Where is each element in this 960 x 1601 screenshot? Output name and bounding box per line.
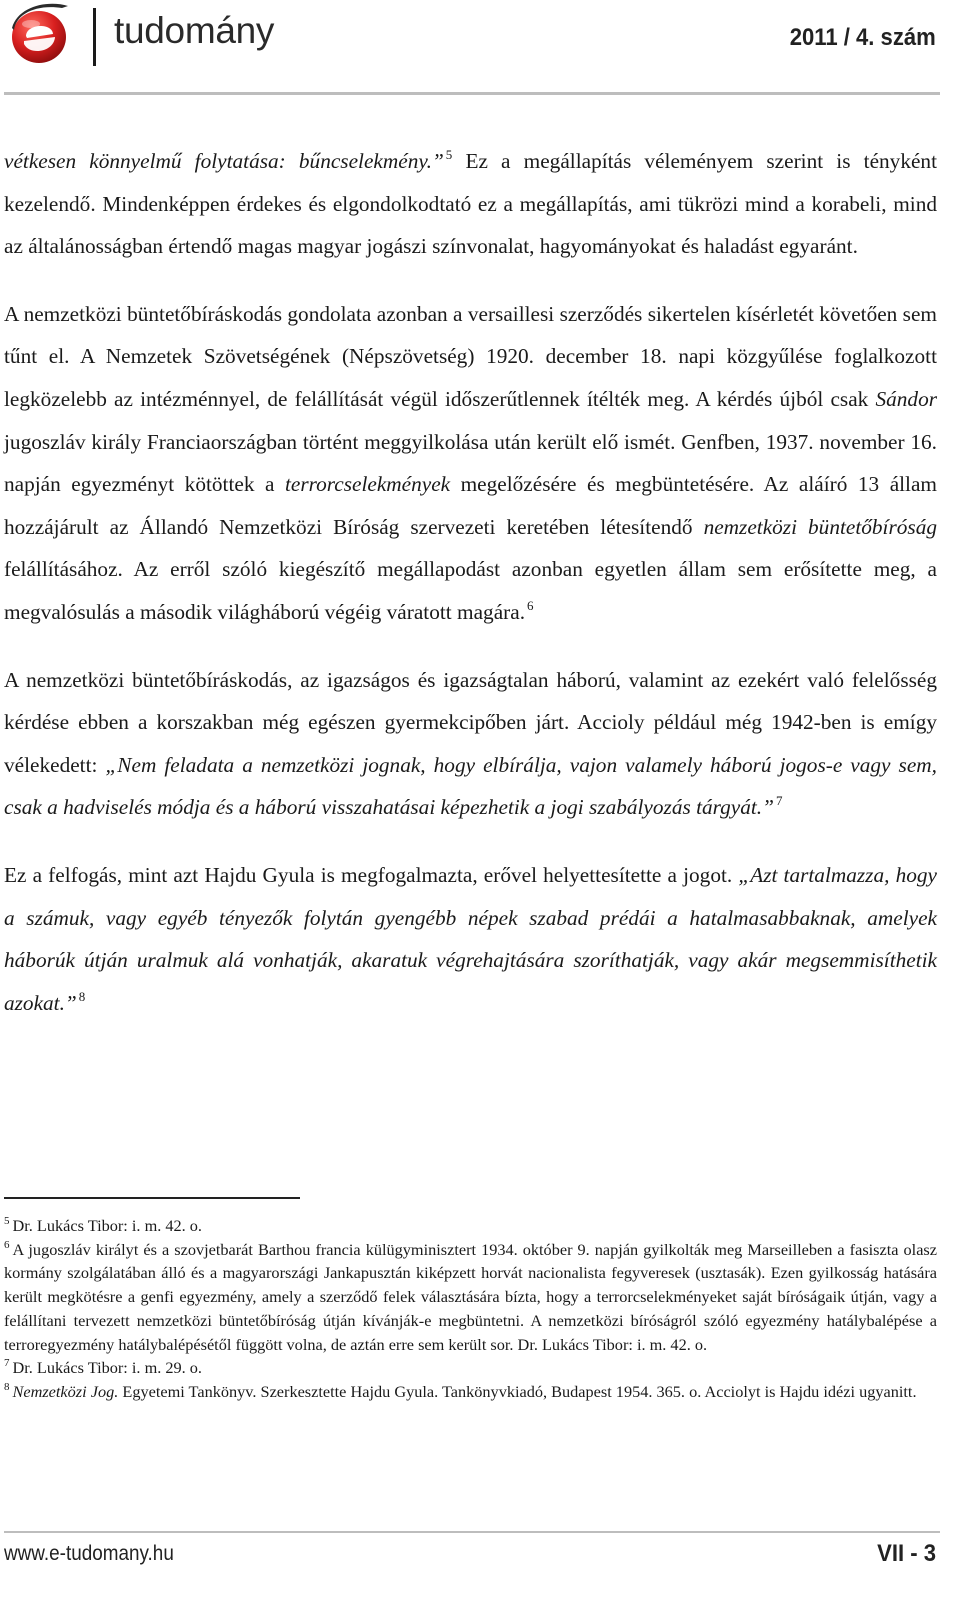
- text-run: Egyetemi Tankönyv. Szerkesztette Hajdu Gyula. Tankönyvkiadó, Budapest 1954. 365. o. Acciolyt is Hajdu idézi ugyanitt.: [118, 1381, 917, 1401]
- footer-rule: [4, 1531, 940, 1533]
- footnote-ref: 7: [4, 1357, 10, 1370]
- footnote-ref: 5: [4, 1215, 10, 1227]
- footnote: [4, 1238, 937, 1357]
- page-number: VII - 3: [877, 1540, 936, 1567]
- text-run: felállításához. Az erről szóló kiegészítő megállapodást azonban egyetlen állam sem erősítette meg, a megvalósulás a második világháború végéig váratott magára.: [4, 557, 937, 624]
- footnotes: [4, 1214, 937, 1404]
- footnote-ref: 8: [78, 988, 86, 1004]
- text-run: Dr. Lukács Tibor: i. m. 42. o.: [12, 1216, 203, 1235]
- footnote: [4, 1214, 937, 1238]
- e-logo-icon: [8, 0, 74, 68]
- text-run: Dr. Lukács Tibor: i. m. 29. o.: [12, 1358, 203, 1378]
- header-rule: [4, 92, 940, 95]
- site-name: tudomány: [114, 10, 275, 51]
- page-header: [0, 0, 960, 98]
- italic-text: Sándor: [875, 386, 937, 411]
- text-run: Ez a felfogás, mint azt Hajdu Gyula is megfogalmazta, erővel helyettesítette a jogot.: [4, 862, 739, 887]
- italic-text: „Nem feladata a nemzetközi jognak, hogy elbírálja, vajon valamely háború jogos-e vagy sem, csak a hadviselés módja és a háború visszahatásai képezhetik a jogi szabályozás tárgyát.”: [4, 752, 937, 820]
- text-run: A jugoszláv királyt és a szovjetbarát Barthou francia külügyminisztert 1934. október 9. napján gyilkolták meg Marseilleben a fasiszta olasz kormány szolgálatában álló és a magyarországi Jankapusztán kiképzett horvát nacionalista fegyveresek (usztasák). Ezen gyilkosság hatására került megkötésre a genfi egyezmény, amely a szerződő felek választására bízta, hogy a terrorcselekményeket saját bíróságaik útján, vagy a felállítani tervezett nemzetközi büntetőbíróság útján kívánják-e megbüntetni. A nemzetközi bíróságról szóló egyezmény hatálybalépése a terroregyezmény hatálybalépésétől függött volna, de aztán erre sem került sor. Dr. Lukács Tibor: i. m. 42. o.: [4, 1239, 937, 1354]
- text-run: jugoszláv király Franciaországban történt meggyilkolása után került elő ismét. Genfben, 1937. november 16. napján egyezményt kötöttek a: [4, 429, 937, 497]
- body-paragraph: [4, 140, 937, 268]
- text-run: A nemzetközi büntetőbíráskodás, az igazságos és igazságtalan háború, valamint az ezekért való felelősség kérdése ebben a korszakban még egészen gyermekcipőben járt. Accioly például még 1942-ben is emígy vélekedett:: [4, 667, 937, 777]
- footnote-separator: [4, 1197, 300, 1199]
- text-run: megelőzésére és megbüntetésére. Az aláíró 13 állam hozzájárult az Állandó Nemzetközi Bíróság szervezeti keretében létesítendő: [4, 472, 937, 539]
- body-paragraph: [4, 659, 937, 829]
- footnote: [4, 1356, 937, 1380]
- italic-text: „Azt tartalmazza, hogy a számuk, vagy egyéb tényezők folytán gyengébb népek szabad prédái a hatalmasabbaknak, amelyek háborúk útján uralmuk alá vonhatják, akaratuk végrehajtására szoríthatják, vagy akár megsemmisíthetik azokat.”: [4, 862, 937, 1015]
- footnote-ref: 6: [527, 597, 534, 613]
- body-paragraph: [4, 854, 937, 1024]
- footnote: [4, 1380, 937, 1404]
- italic-text: vétkesen könnyelmű folytatása: bűncselekmény.”: [4, 149, 444, 173]
- issue-number: 2011 / 4. szám: [789, 24, 936, 51]
- text-run: A nemzetközi büntetőbíráskodás gondolata azonban a versaillesi szerződés sikertelen kísérletét követően sem tűnt el. A Nemzetek Szövetségének (Népszövetség) 1920. december 18. napi közgyűlése foglalkozott legközelebb az intézménnyel, de felállítását végül időszerűtlennek ítélték meg. A kérdés újból csak: [4, 301, 937, 411]
- footnote-ref: 6: [4, 1238, 10, 1251]
- footnote-ref: 5: [445, 147, 453, 162]
- italic-text: nemzetközi büntetőbíróság: [703, 514, 937, 539]
- body-paragraph: [4, 293, 937, 634]
- site-url: www.e-tudomany.hu: [4, 1542, 174, 1565]
- footnote-ref: 8: [4, 1380, 10, 1393]
- header-divider: [93, 8, 96, 66]
- text-run: Ez a megállapítás véleményem szerint is tényként kezelendő. Mindenképpen érdekes és elgondolkodtató ez a megállapítás, ami tükrözi mind a korabeli, mind az általánosságban értendő magas magyar jogászi színvonalat, hagyományokat és haladást egyaránt.: [4, 149, 937, 259]
- italic-text: Nemzetközi Jog.: [12, 1381, 119, 1401]
- footnote-ref: 7: [775, 793, 783, 809]
- article-body: [4, 140, 937, 1024]
- italic-text: terrorcselekmények: [284, 472, 451, 497]
